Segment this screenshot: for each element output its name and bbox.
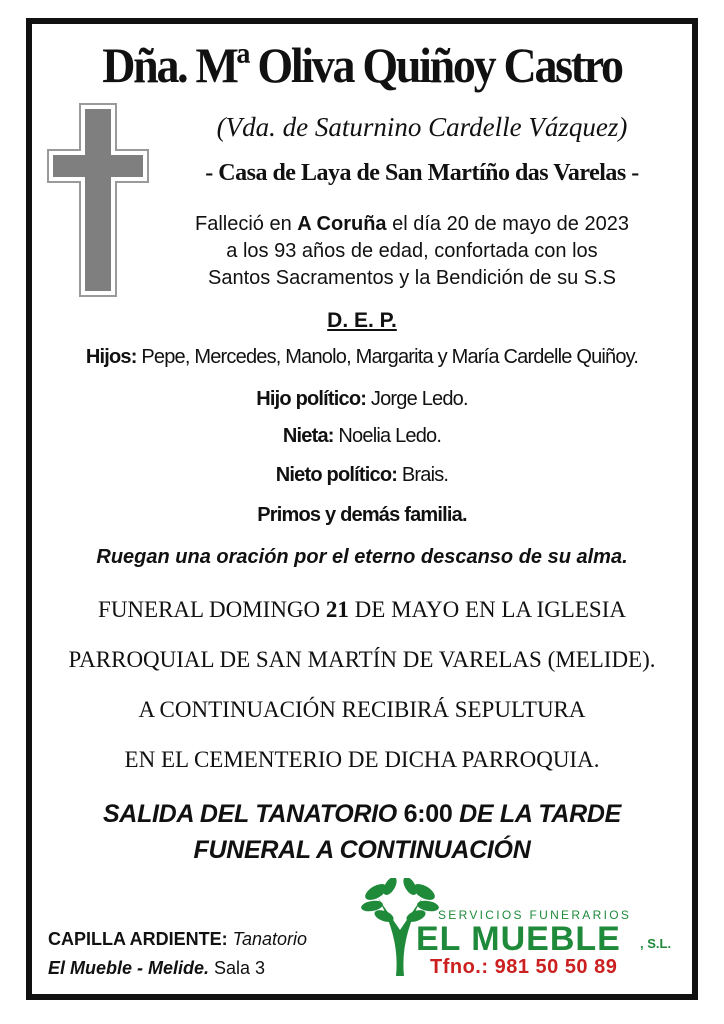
death-line-3: Santos Sacramentos y la Bendición de su S.S [207, 267, 616, 289]
family-son-in-law: Hijo político: Jorge Ledo. [256, 388, 468, 410]
chapel-line-2: El Mueble - Melide. Sala 3 [48, 958, 266, 978]
departure-line-1: SALIDA DEL TANATORIO 6:00 DE LA TARDE [102, 800, 622, 828]
funeral-home-phone: Tfno.: 981 50 50 89 [430, 956, 618, 978]
house-name: - Casa de Laya de San Martíño das Varelas - [205, 160, 639, 186]
death-announcement [50, 211, 724, 292]
funeral-home-name: EL MUEBLE [416, 920, 621, 958]
departure-line-2: FUNERAL A CONTINUACIÓN [193, 836, 531, 864]
funeral-line-1: FUNERAL DOMINGO 21 DE MAYO EN LA IGLESIA [98, 597, 626, 622]
family-grandson-in-law: Nieto político: Brais. [275, 464, 449, 486]
death-line-1: Falleció en A Coruña el día 20 de mayo de 2023 [195, 213, 629, 235]
funeral-home-subtitle: SERVICIOS FUNERARIOS [438, 908, 632, 922]
dep-heading: D. E. P. [327, 309, 397, 332]
death-line-2: a los 93 años de edad, confortada con los [226, 240, 598, 262]
family-others: Primos y demás familia. [257, 504, 467, 526]
widow-of: (Vda. de Saturnino Cardelle Vázquez) [216, 112, 628, 142]
funeral-line-2: PARROQUIAL DE SAN MARTÍN DE VARELAS (MELIDE). [68, 647, 656, 672]
family-children: Hijos: Pepe, Mercedes, Manolo, Margarita y María Cardelle Quiñoy. [85, 346, 639, 368]
funeral-line-3: A CONTINUACIÓN RECIBIRÁ SEPULTURA [138, 697, 586, 722]
death-place: A Coruña [297, 213, 387, 235]
chapel-line-1: CAPILLA ARDIENTE: Tanatorio [48, 929, 308, 949]
family-granddaughter: Nieta: Noelia Ledo. [282, 425, 442, 447]
funeral-home-suffix: , S.L. [640, 936, 672, 951]
prayer-request: Ruegan una oración por el eterno descanso de su alma. [96, 546, 628, 568]
funeral-line-4: EN EL CEMENTERIO DE DICHA PARROQUIA. [124, 747, 600, 772]
deceased-name: Dña. Mª Oliva Quiñoy Castro [102, 37, 622, 93]
